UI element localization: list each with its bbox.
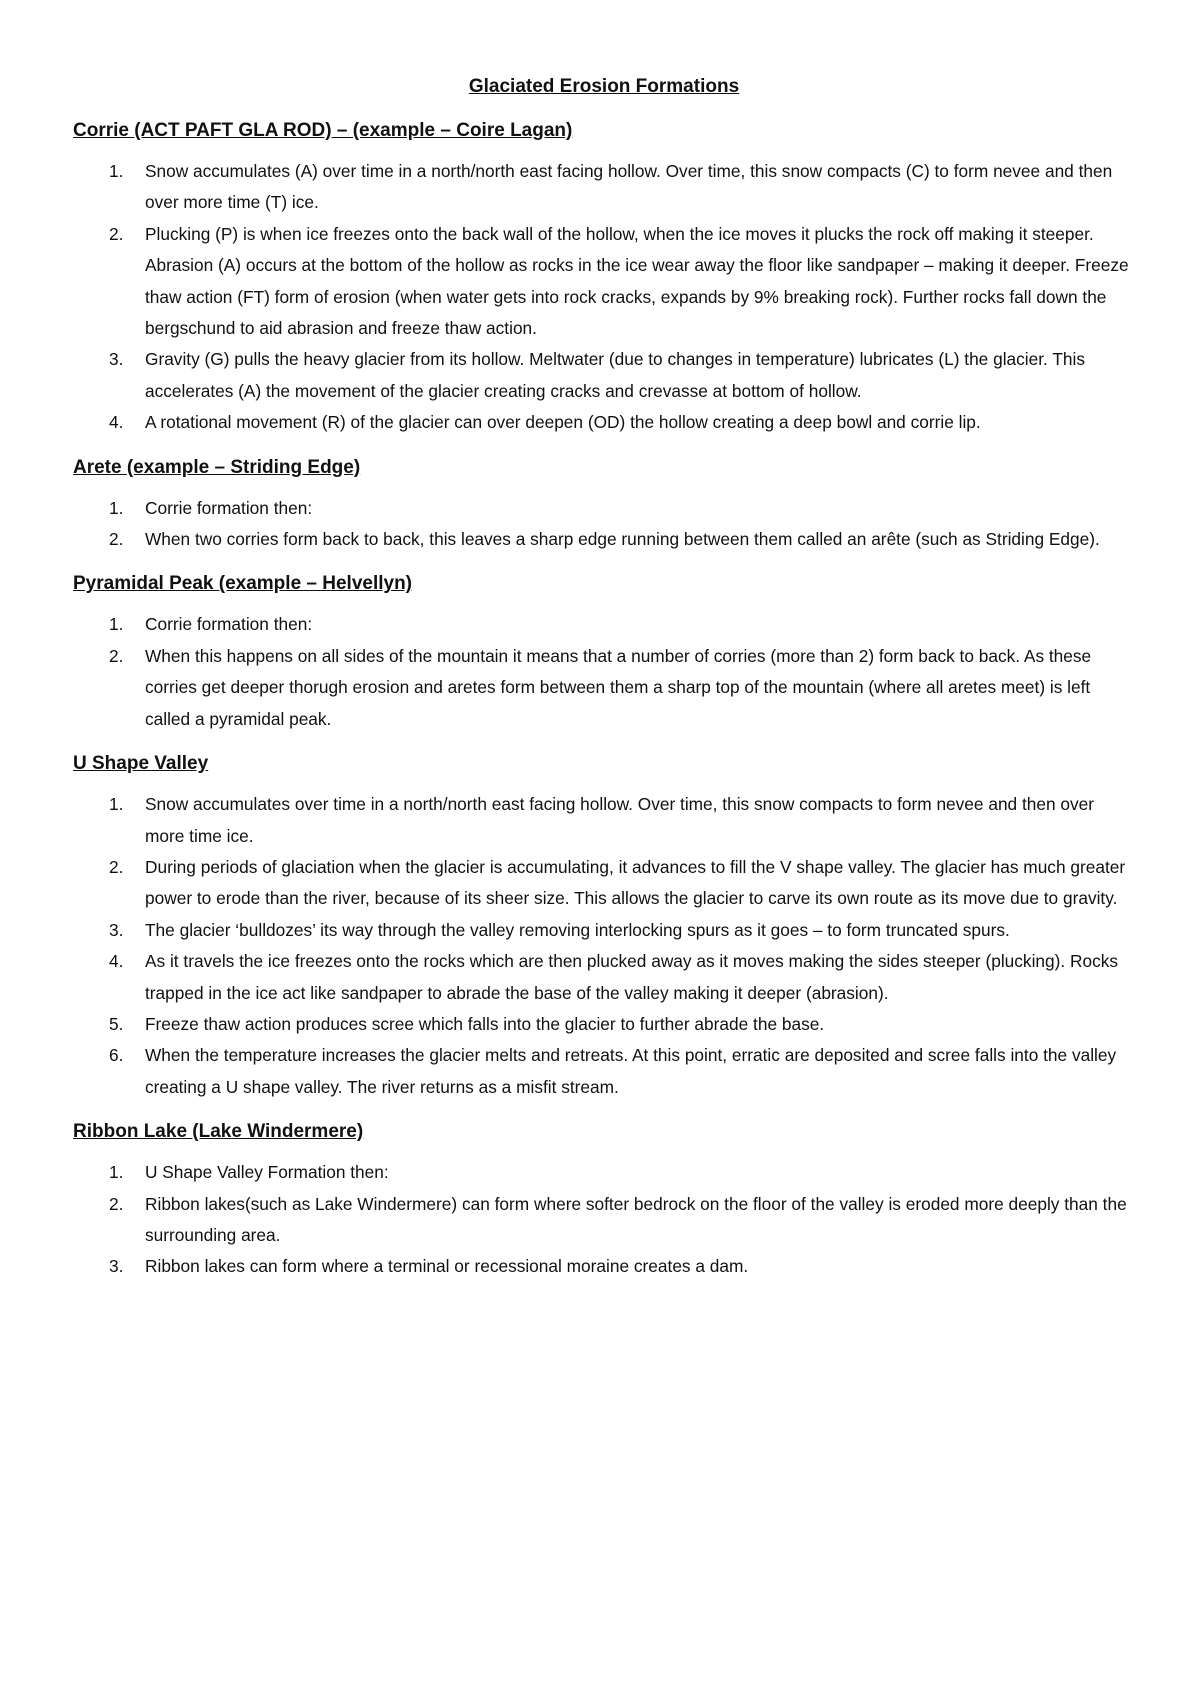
list-number: 2. — [109, 645, 124, 666]
list-number: 1. — [109, 497, 124, 518]
list-number: 2. — [109, 529, 124, 550]
section-ribbon-lake — [73, 1119, 1135, 1283]
list-number: 2. — [109, 856, 124, 877]
list-item: 1. U Shape Valley Formation then: — [73, 1157, 1135, 1188]
section-heading: Arete (example – Striding Edge) — [73, 456, 361, 478]
step-list — [73, 493, 1135, 556]
list-item: 1. Snow accumulates (A) over time in a north/north east facing hollow. Over time, this snow compacts (C) to form nevee and then over more time (T) ice. — [73, 156, 1135, 219]
section-heading: Ribbon Lake (Lake Windermere) — [73, 1121, 364, 1143]
list-item: 1. Corrie formation then: — [73, 493, 1135, 524]
list-item: 3. Ribbon lakes can form where a terminal or recessional moraine creates a dam. — [73, 1251, 1135, 1282]
section-heading: Corrie (ACT PAFT GLA ROD) – (example – Coire Lagan) — [73, 120, 573, 141]
list-number: 2. — [109, 1193, 124, 1214]
list-number: 4. — [109, 412, 124, 433]
list-item: 2. Plucking (P) is when ice freezes onto the back wall of the hollow, when the ice moves it plucks the rock off making it steeper. Abrasion (A) occurs at the bottom of the hollow as rocks in the ice wear away the floor like sandpaper – making it deeper. Freeze thaw action (FT) form of erosion (when water gets into rock cracks, expands by 9% breaking rock). Further rocks fall down the bergschund to aid abrasion and freeze thaw action. — [73, 219, 1135, 345]
list-item: 3. The glacier ‘bulldozes’ its way through the valley removing interlocking spurs as it goes – to form truncated spurs. — [73, 915, 1135, 946]
list-number: 5. — [109, 1013, 124, 1034]
list-number: 3. — [109, 349, 124, 370]
list-number: 6. — [109, 1045, 124, 1066]
list-item: 2. Ribbon lakes(such as Lake Windermere) can form where softer bedrock on the floor of the valley is eroded more deeply than the surrounding area. — [73, 1189, 1135, 1252]
section-arete — [73, 455, 1135, 556]
list-item: 1. Snow accumulates over time in a north/north east facing hollow. Over time, this snow compacts to form nevee and then over more time ice. — [73, 789, 1135, 852]
list-number: 1. — [109, 614, 124, 635]
list-number: 1. — [109, 794, 124, 815]
list-item: 4. A rotational movement (R) of the glacier can over deepen (OD) the hollow creating a deep bowl and corrie lip. — [73, 407, 1135, 438]
list-item: 4. As it travels the ice freezes onto the rocks which are then plucked away as it moves making the sides steeper (plucking). Rocks trapped in the ice act like sandpaper to abrade the base of the valley making it deeper (abrasion). — [73, 946, 1135, 1009]
list-number: 3. — [109, 919, 124, 940]
list-item: 2. When two corries form back to back, this leaves a sharp edge running between them called an arête (such as Striding Edge). — [73, 524, 1135, 555]
list-item: 6. When the temperature increases the glacier melts and retreats. At this point, erratic are deposited and scree falls into the valley creating a U shape valley. The river returns as a misfit stream. — [73, 1040, 1135, 1103]
list-item: 2. During periods of glaciation when the glacier is accumulating, it advances to fill the V shape valley. The glacier has much greater power to erode than the river, because of its sheer size. This allows the glacier to carve its own route as its move due to gravity. — [73, 852, 1135, 915]
document-page — [73, 74, 1135, 1299]
step-list — [73, 1157, 1135, 1283]
list-number: 1. — [109, 161, 124, 181]
step-list — [73, 156, 1135, 439]
list-number: 4. — [109, 951, 124, 972]
section-pyramidal-peak — [73, 571, 1135, 735]
section-corrie — [73, 118, 1135, 439]
list-item: 3. Gravity (G) pulls the heavy glacier from its hollow. Meltwater (due to changes in temperature) lubricates (L) the glacier. This accelerates (A) the movement of the glacier creating cracks and crevasse at bottom of hollow. — [73, 344, 1135, 407]
section-u-shape-valley — [73, 751, 1135, 1103]
list-number: 2. — [109, 223, 124, 244]
step-list — [73, 789, 1135, 1103]
document-title: Glaciated Erosion Formations — [468, 76, 740, 97]
list-item: 2. When this happens on all sides of the mountain it means that a number of corries (more than 2) form back to back. As these corries get deeper thorugh erosion and aretes form between them a sharp top of the mountain (where all aretes meet) is left called a pyramidal peak. — [73, 641, 1135, 735]
list-item: 5. Freeze thaw action produces scree which falls into the glacier to further abrade the base. — [73, 1009, 1135, 1040]
step-list — [73, 609, 1135, 735]
list-number: 1. — [109, 1162, 124, 1183]
list-number: 3. — [109, 1256, 124, 1277]
section-heading: U Shape Valley — [73, 753, 209, 775]
section-heading: Pyramidal Peak (example – Helvellyn) — [73, 573, 413, 595]
list-item: 1. Corrie formation then: — [73, 609, 1135, 640]
